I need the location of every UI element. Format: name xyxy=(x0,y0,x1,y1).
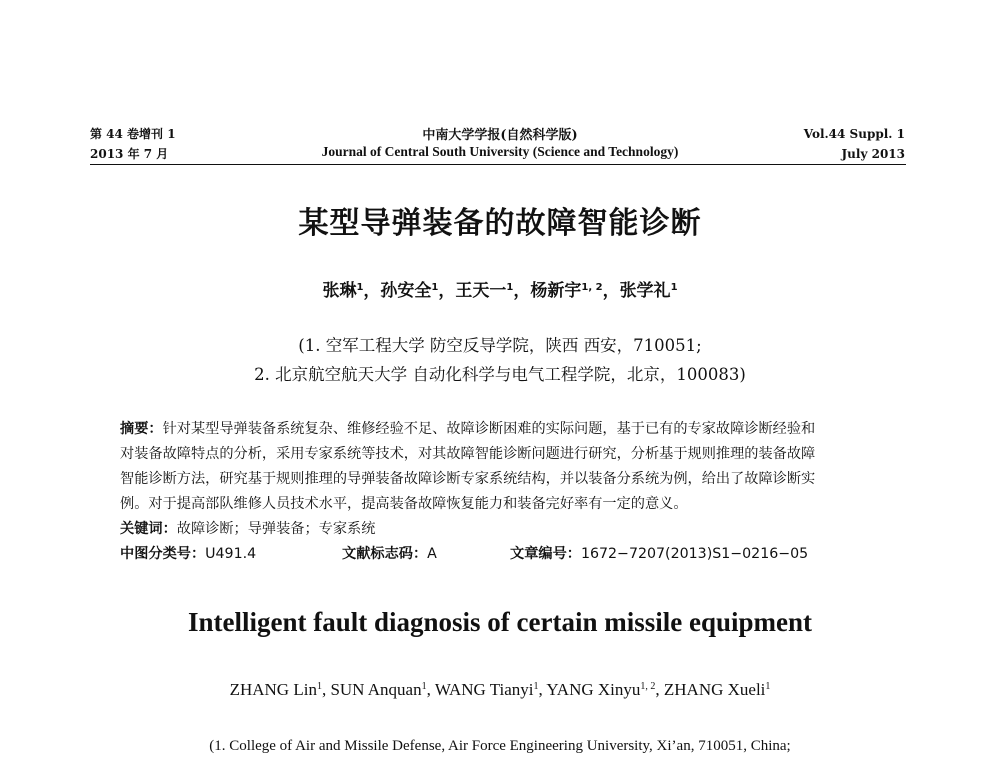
date-cn: 2013 年 7 月 xyxy=(90,147,169,161)
article-label: 文章编号： xyxy=(510,546,581,562)
author-en: ZHANG Lin xyxy=(229,680,317,699)
author-separator: ， xyxy=(438,281,456,301)
abstract-text: 针对某型导弹装备系统复杂、维修经验不足、故障诊断困难的实际问题，基于已有的专家故障诊断经验和 xyxy=(162,421,816,437)
author-separator: , xyxy=(538,680,547,699)
author-sup: 1 xyxy=(316,681,322,692)
author-separator: , xyxy=(655,680,664,699)
clc-value: U491.4 xyxy=(205,546,257,562)
affiliation-cn-2: 2. 北京航空航天大学 自动化科学与电气工程学院，北京，100083) xyxy=(254,365,746,384)
journal-name-cn: 中南大学学报(自然科学版) xyxy=(422,128,578,143)
author-separator: , xyxy=(321,680,331,699)
abstract-line-4: 例。对于提高部队维修人员技术水平，提高装备故障恢复能力和装备完好率有一定的意义。 xyxy=(120,496,688,512)
affiliation-cn-1: (1. 空军工程大学 防空反导学院，陕西 西安，710051; xyxy=(298,336,702,355)
keywords-text: 故障诊断；导弹装备；专家系统 xyxy=(176,521,376,537)
affiliation-en-1: (1. College of Air and Missile Defense, Air Force Engineering University, Xi’an, 710051, China; xyxy=(209,738,791,754)
doc-code xyxy=(342,543,437,563)
author-cn: 张学礼 xyxy=(619,281,671,301)
keywords xyxy=(120,518,880,538)
clc-label: 中图分类号： xyxy=(120,546,206,562)
author-sup: 1 xyxy=(431,282,439,293)
author-en: ZHANG Xueli xyxy=(663,680,766,699)
author-sup: 1 xyxy=(533,681,539,692)
date-en: July 2013 xyxy=(841,147,905,161)
author-cn: 杨新宇 xyxy=(530,281,582,301)
title-en: Intelligent fault diagnosis of certain missile equipment xyxy=(187,607,812,637)
author-separator: ， xyxy=(513,281,531,301)
authors-en xyxy=(0,680,1000,700)
keywords-label: 关键词： xyxy=(120,521,177,537)
author-cn: 王天一 xyxy=(455,281,507,301)
author-cn: 孙安全 xyxy=(380,281,432,301)
author-separator: , xyxy=(426,680,435,699)
doc-value: A xyxy=(427,546,437,562)
volume-issue-en: Vol.44 Suppl. 1 xyxy=(803,127,905,141)
author-sup: 1, 2 xyxy=(581,282,603,293)
author-cn: 张琳 xyxy=(322,281,357,301)
volume-issue-cn: 第 44 卷增刊 1 xyxy=(90,127,176,141)
author-separator: ， xyxy=(363,281,381,301)
article-value: 1672−7207(2013)S1−0216−05 xyxy=(580,546,809,562)
doc-label: 文献标志码： xyxy=(342,546,428,562)
abstract-line-2: 对装备故障特点的分析，采用专家系统等技术，对其故障智能诊断问题进行研究，分析基于规则推理的装备故障 xyxy=(120,446,816,462)
author-en: YANG Xinyu xyxy=(546,680,641,699)
author-sup: 1, 2 xyxy=(640,681,656,692)
author-sup: 1 xyxy=(506,282,514,293)
header-rule xyxy=(90,164,906,165)
author-sup: 1 xyxy=(670,282,678,293)
author-separator: ， xyxy=(602,281,620,301)
title-cn: 某型导弹装备的故障智能诊断 xyxy=(298,206,702,241)
author-sup: 1 xyxy=(765,681,771,692)
authors-cn xyxy=(0,276,1000,301)
author-sup: 1 xyxy=(421,681,427,692)
abstract-line-1 xyxy=(120,418,880,438)
article-number xyxy=(510,543,808,563)
abstract-line-3: 智能诊断方法，研究基于规则推理的导弹装备故障诊断专家系统结构，并以装备分系统为例，给出了故障诊断实 xyxy=(120,471,816,487)
author-en: SUN Anquan xyxy=(330,680,422,699)
journal-name-en: Journal of Central South University (Science and Technology) xyxy=(321,144,679,159)
author-en: WANG Tianyi xyxy=(434,680,534,699)
abstract-label: 摘要： xyxy=(120,421,163,437)
author-sup: 1 xyxy=(356,282,364,293)
